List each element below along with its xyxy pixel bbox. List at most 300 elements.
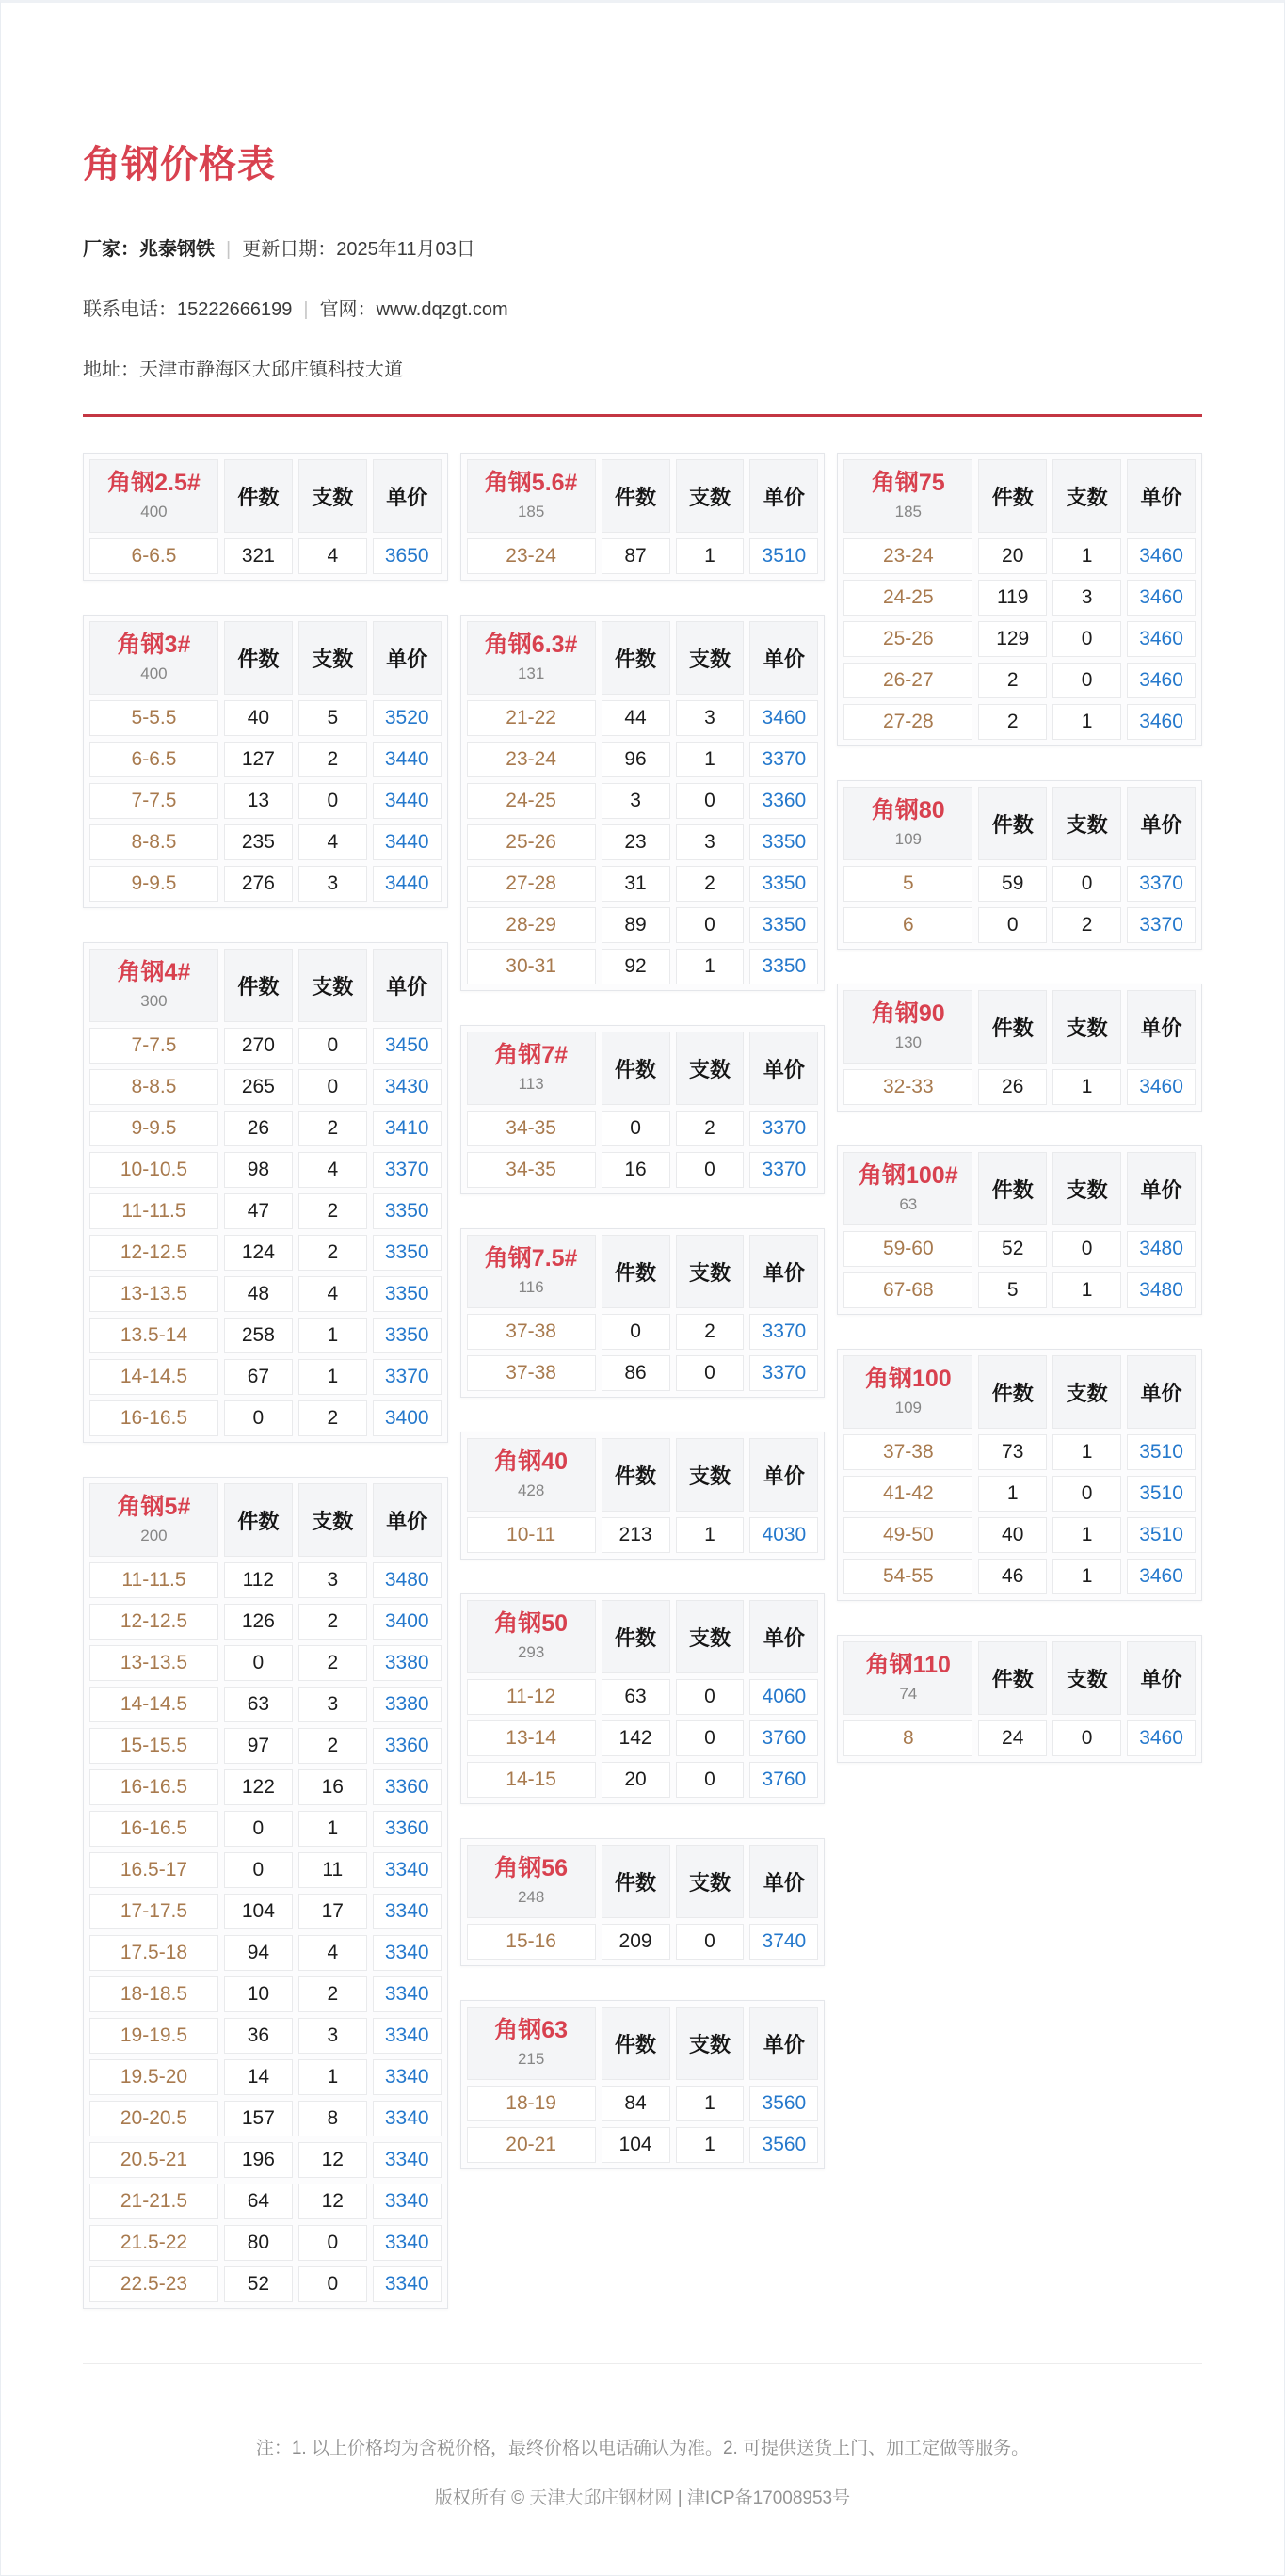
size-cell: 17.5-18	[89, 1935, 218, 1971]
product-header-cell	[467, 1600, 596, 1673]
pieces-cell: 80	[224, 2225, 293, 2261]
price-cell: 3380	[373, 1645, 442, 1681]
price-cell: 3370	[373, 1152, 442, 1188]
pieces-cell: 63	[602, 1679, 670, 1715]
bars-cell: 2	[298, 1976, 367, 2012]
bars-cell: 1	[298, 1811, 367, 1847]
bars-cell: 3	[676, 824, 745, 860]
size-cell: 19.5-20	[89, 2059, 218, 2095]
pieces-cell: 276	[224, 866, 293, 902]
col-header-pieces: 件数	[978, 787, 1047, 860]
pieces-cell: 1	[978, 1476, 1047, 1512]
pieces-cell: 157	[224, 2101, 293, 2136]
col-header-bars: 支数	[676, 2007, 745, 2080]
table-row	[89, 2018, 442, 2054]
col-header-price: 单价	[373, 1483, 442, 1557]
col-header-bars: 支数	[676, 1032, 745, 1105]
product-header-cell	[467, 1438, 596, 1512]
bars-cell: 3	[298, 1687, 367, 1722]
table-row	[89, 2266, 442, 2302]
bars-cell: 2	[298, 1604, 367, 1640]
bars-cell: 0	[1052, 663, 1121, 698]
price-cell: 3460	[1127, 538, 1196, 574]
price-cell: 3510	[749, 538, 818, 574]
meta-separator: |	[303, 299, 309, 320]
bars-cell: 0	[298, 1069, 367, 1105]
col-header-price: 单价	[749, 1438, 818, 1512]
table-header-row	[843, 459, 1196, 533]
table-row	[89, 1852, 442, 1888]
col-header-bars: 支数	[1052, 1641, 1121, 1715]
col-header-bars: 支数	[298, 949, 367, 1022]
footer-copyright: 版权所有 © 天津大邱庄钢材网 | 津ICP备17008953号	[434, 2488, 851, 2508]
table-header-row	[843, 1355, 1196, 1429]
price-table-grid	[461, 1432, 825, 1559]
product-count: 215	[517, 2049, 545, 2068]
pieces-cell: 59	[978, 866, 1047, 902]
product-header-cell	[467, 1032, 596, 1105]
bars-cell: 0	[676, 1152, 745, 1188]
table-header-row	[467, 459, 819, 533]
size-cell: 25-26	[843, 621, 972, 657]
product-name: 角钢7.5#	[484, 1245, 578, 1272]
size-cell: 25-26	[467, 824, 596, 860]
pieces-cell: 13	[224, 783, 293, 819]
pieces-cell: 126	[224, 1604, 293, 1640]
price-cell: 3560	[749, 2127, 818, 2163]
price-cell: 3350	[749, 907, 818, 943]
bars-cell: 1	[1052, 1272, 1121, 1308]
product-name: 角钢110	[865, 1652, 951, 1679]
table-row	[467, 1924, 819, 1960]
price-cell: 3460	[1127, 663, 1196, 698]
price-cell: 3460	[1127, 704, 1196, 740]
pieces-cell: 86	[602, 1355, 670, 1391]
price-cell: 3380	[373, 1687, 442, 1722]
pieces-cell: 3	[602, 783, 670, 819]
col-header-price: 单价	[373, 459, 442, 533]
meta-address-line	[83, 354, 1202, 381]
price-cell: 3510	[1127, 1434, 1196, 1470]
size-cell: 9-9.5	[89, 866, 218, 902]
product-name: 角钢63	[494, 2017, 569, 2044]
price-table	[460, 453, 826, 581]
table-column	[837, 453, 1202, 1763]
pieces-cell: 213	[602, 1517, 670, 1553]
bars-cell: 1	[676, 742, 745, 777]
price-cell: 3440	[373, 783, 442, 819]
col-header-pieces: 件数	[978, 1641, 1047, 1715]
table-row	[467, 1762, 819, 1798]
price-cell: 3460	[1127, 1720, 1196, 1756]
bars-cell: 0	[298, 2266, 367, 2302]
product-header-cell	[89, 621, 218, 695]
product-count: 109	[894, 829, 922, 848]
size-cell: 13-14	[467, 1720, 596, 1756]
col-header-pieces: 件数	[978, 1152, 1047, 1225]
size-cell: 23-24	[467, 538, 596, 574]
bars-cell: 2	[676, 1111, 745, 1146]
price-cell: 3410	[373, 1111, 442, 1146]
size-cell: 16.5-17	[89, 1852, 218, 1888]
size-cell: 15-16	[467, 1924, 596, 1960]
table-row	[467, 2127, 819, 2163]
pieces-cell: 52	[224, 2266, 293, 2302]
price-cell: 3440	[373, 742, 442, 777]
address-text: 地址：天津市静海区大邱庄镇科技大道	[83, 360, 403, 380]
product-header-cell	[843, 990, 972, 1064]
price-cell: 3350	[749, 949, 818, 984]
col-header-price: 单价	[749, 621, 818, 695]
pieces-cell: 26	[978, 1069, 1047, 1105]
table-row	[89, 538, 442, 574]
size-cell: 19-19.5	[89, 2018, 218, 2054]
pieces-cell: 31	[602, 866, 670, 902]
bars-cell: 4	[298, 824, 367, 860]
price-table	[83, 453, 448, 581]
table-row	[843, 1069, 1196, 1105]
product-name: 角钢40	[494, 1448, 569, 1476]
table-row	[89, 1069, 442, 1105]
product-count: 63	[899, 1194, 918, 1213]
price-cell: 3350	[373, 1276, 442, 1312]
bars-cell: 11	[298, 1852, 367, 1888]
size-cell: 32-33	[843, 1069, 972, 1105]
bars-cell: 1	[676, 2127, 745, 2163]
bars-cell: 4	[298, 1935, 367, 1971]
table-column	[83, 453, 448, 2309]
phone-number: 联系电话：15222666199	[83, 299, 293, 320]
product-count: 131	[517, 664, 545, 682]
pieces-cell: 235	[224, 824, 293, 860]
product-name: 角钢2.5#	[107, 470, 201, 497]
price-table	[460, 1228, 826, 1398]
bars-cell: 1	[676, 2086, 745, 2121]
table-row	[89, 1645, 442, 1681]
pieces-cell: 26	[224, 1111, 293, 1146]
col-header-pieces: 件数	[224, 621, 293, 695]
bars-cell: 2	[676, 1314, 745, 1350]
price-table-grid	[838, 1636, 1201, 1762]
price-table	[837, 984, 1202, 1112]
pieces-cell: 265	[224, 1069, 293, 1105]
product-name: 角钢100	[864, 1366, 952, 1393]
price-table-grid	[84, 454, 447, 580]
price-cell: 3370	[749, 1314, 818, 1350]
size-cell: 15-15.5	[89, 1728, 218, 1764]
product-header-cell	[843, 1152, 972, 1225]
size-cell: 6	[843, 907, 972, 943]
col-header-pieces: 件数	[224, 949, 293, 1022]
table-row	[89, 1028, 442, 1064]
size-cell: 27-28	[843, 704, 972, 740]
table-row	[843, 1517, 1196, 1553]
price-table	[837, 1145, 1202, 1315]
price-table-grid	[84, 616, 447, 907]
bars-cell: 1	[1052, 1069, 1121, 1105]
website-label: 官网：	[319, 299, 377, 320]
col-header-price: 单价	[749, 1845, 818, 1918]
price-cell: 3340	[373, 2018, 442, 2054]
product-name: 角钢80	[871, 797, 945, 824]
price-table	[460, 1432, 826, 1560]
pieces-cell: 127	[224, 742, 293, 777]
price-cell: 3340	[373, 2225, 442, 2261]
price-cell: 3340	[373, 1894, 442, 1929]
price-cell: 3460	[1127, 580, 1196, 616]
pieces-cell: 0	[224, 1645, 293, 1681]
meta-contact-line	[83, 294, 1202, 321]
size-cell: 14-14.5	[89, 1359, 218, 1395]
product-count: 293	[517, 1642, 545, 1661]
table-row	[89, 2059, 442, 2095]
size-cell: 21.5-22	[89, 2225, 218, 2261]
price-cell: 3480	[1127, 1272, 1196, 1308]
pieces-cell: 44	[602, 700, 670, 736]
col-header-pieces: 件数	[602, 1600, 670, 1673]
size-cell: 10-10.5	[89, 1152, 218, 1188]
product-name: 角钢56	[494, 1855, 569, 1882]
table-row	[89, 742, 442, 777]
price-table-grid	[84, 1478, 447, 2308]
table-row	[89, 2184, 442, 2219]
bars-cell: 1	[1052, 538, 1121, 574]
product-name: 角钢5.6#	[484, 470, 578, 497]
table-row	[89, 1935, 442, 1971]
size-cell: 13.5-14	[89, 1318, 218, 1353]
pieces-cell: 63	[224, 1687, 293, 1722]
price-table	[83, 615, 448, 908]
price-cell: 3370	[749, 1152, 818, 1188]
pieces-cell: 119	[978, 580, 1047, 616]
product-count: 74	[899, 1684, 918, 1703]
pieces-cell: 84	[602, 2086, 670, 2121]
col-header-pieces: 件数	[602, 1032, 670, 1105]
table-row	[89, 866, 442, 902]
price-table-grid	[838, 1146, 1201, 1314]
product-count: 185	[517, 502, 545, 520]
price-cell: 3350	[749, 866, 818, 902]
bars-cell: 2	[298, 1193, 367, 1229]
table-header-row	[89, 621, 442, 695]
size-cell: 24-25	[467, 783, 596, 819]
bars-cell: 2	[298, 1235, 367, 1271]
bars-cell: 0	[676, 783, 745, 819]
table-row	[843, 1559, 1196, 1594]
table-row	[467, 1679, 819, 1715]
pieces-cell: 196	[224, 2142, 293, 2178]
price-cell: 3340	[373, 1935, 442, 1971]
pieces-cell: 0	[602, 1111, 670, 1146]
pieces-cell: 92	[602, 949, 670, 984]
size-cell: 7-7.5	[89, 1028, 218, 1064]
size-cell: 23-24	[467, 742, 596, 777]
col-header-price: 单价	[749, 1235, 818, 1308]
price-table-grid	[461, 1229, 825, 1397]
bars-cell: 0	[676, 907, 745, 943]
price-cell: 3340	[373, 1852, 442, 1888]
col-header-pieces: 件数	[602, 621, 670, 695]
price-cell: 3760	[749, 1762, 818, 1798]
bars-cell: 1	[1052, 1434, 1121, 1470]
bars-cell: 12	[298, 2142, 367, 2178]
price-cell: 3650	[373, 538, 442, 574]
table-row	[843, 1476, 1196, 1512]
size-cell: 54-55	[843, 1559, 972, 1594]
bars-cell: 0	[676, 1679, 745, 1715]
pieces-cell: 73	[978, 1434, 1047, 1470]
product-name: 角钢3#	[117, 632, 191, 659]
table-header-row	[467, 621, 819, 695]
table-header-row	[89, 1483, 442, 1557]
table-row	[89, 1728, 442, 1764]
table-header-row	[843, 1641, 1196, 1715]
pieces-cell: 0	[224, 1811, 293, 1847]
col-header-pieces: 件数	[978, 990, 1047, 1064]
bars-cell: 0	[676, 1762, 745, 1798]
size-cell: 13-13.5	[89, 1276, 218, 1312]
price-cell: 3400	[373, 1604, 442, 1640]
size-cell: 14-14.5	[89, 1687, 218, 1722]
price-table	[460, 1593, 826, 1804]
table-row	[467, 783, 819, 819]
table-row	[467, 1314, 819, 1350]
product-header-cell	[843, 1355, 972, 1429]
size-cell: 7-7.5	[89, 783, 218, 819]
table-row	[89, 1400, 442, 1436]
pieces-cell: 0	[224, 1852, 293, 1888]
bars-cell: 2	[298, 1728, 367, 1764]
table-row	[467, 538, 819, 574]
size-cell: 18-19	[467, 2086, 596, 2121]
size-cell: 21-22	[467, 700, 596, 736]
table-row	[467, 1111, 819, 1146]
pieces-cell: 112	[224, 1562, 293, 1598]
table-row	[89, 1604, 442, 1640]
table-row	[89, 1235, 442, 1271]
bars-cell: 3	[1052, 580, 1121, 616]
size-cell: 37-38	[467, 1314, 596, 1350]
table-row	[89, 1193, 442, 1229]
table-row	[467, 907, 819, 943]
price-cell: 3340	[373, 2142, 442, 2178]
bars-cell: 0	[1052, 1231, 1121, 1267]
size-cell: 16-16.5	[89, 1811, 218, 1847]
size-cell: 5	[843, 866, 972, 902]
table-row	[843, 1272, 1196, 1308]
product-count: 248	[517, 1887, 545, 1906]
pieces-cell: 209	[602, 1924, 670, 1960]
col-header-bars: 支数	[298, 1483, 367, 1557]
bars-cell: 1	[676, 1517, 745, 1553]
price-cell: 3350	[749, 824, 818, 860]
table-row	[89, 1359, 442, 1395]
pieces-cell: 16	[602, 1152, 670, 1188]
col-header-pieces: 件数	[224, 1483, 293, 1557]
price-table	[837, 1635, 1202, 1763]
table-header-row	[467, 2007, 819, 2080]
bars-cell: 3	[676, 700, 745, 736]
bars-cell: 4	[298, 538, 367, 574]
price-table	[460, 1838, 826, 1966]
table-header-row	[467, 1032, 819, 1105]
pieces-cell: 96	[602, 742, 670, 777]
bars-cell: 5	[298, 700, 367, 736]
bars-cell: 1	[298, 2059, 367, 2095]
price-table-grid	[461, 454, 825, 580]
price-table	[460, 615, 826, 991]
pieces-cell: 10	[224, 1976, 293, 2012]
table-row	[89, 2142, 442, 2178]
bars-cell: 1	[298, 1359, 367, 1395]
size-cell: 28-29	[467, 907, 596, 943]
pieces-cell: 48	[224, 1276, 293, 1312]
pieces-cell: 2	[978, 663, 1047, 698]
size-cell: 41-42	[843, 1476, 972, 1512]
col-header-bars: 支数	[676, 1600, 745, 1673]
price-table-grid	[461, 1839, 825, 1965]
table-row	[843, 621, 1196, 657]
price-cell: 3460	[1127, 621, 1196, 657]
pieces-cell: 46	[978, 1559, 1047, 1594]
table-row	[89, 1111, 442, 1146]
size-cell: 14-15	[467, 1762, 596, 1798]
pieces-cell: 142	[602, 1720, 670, 1756]
price-table-grid	[838, 454, 1201, 745]
price-cell: 3350	[373, 1318, 442, 1353]
website-link[interactable]: www.dqzgt.com	[376, 299, 508, 320]
table-row	[467, 742, 819, 777]
product-name: 角钢50	[494, 1610, 569, 1638]
price-cell: 3480	[1127, 1231, 1196, 1267]
table-row	[843, 1231, 1196, 1267]
table-row	[89, 1769, 442, 1805]
product-header-cell	[467, 621, 596, 695]
table-column	[460, 453, 826, 2169]
pieces-cell: 124	[224, 1235, 293, 1271]
bars-cell: 0	[298, 783, 367, 819]
product-name: 角钢4#	[117, 959, 191, 986]
pieces-cell: 0	[602, 1314, 670, 1350]
pieces-cell: 270	[224, 1028, 293, 1064]
pieces-cell: 20	[978, 538, 1047, 574]
col-header-bars: 支数	[676, 1235, 745, 1308]
price-cell: 3370	[1127, 866, 1196, 902]
size-cell: 34-35	[467, 1152, 596, 1188]
bars-cell: 4	[298, 1152, 367, 1188]
table-row	[467, 866, 819, 902]
size-cell: 30-31	[467, 949, 596, 984]
pieces-cell: 14	[224, 2059, 293, 2095]
pieces-cell: 98	[224, 1152, 293, 1188]
pieces-cell: 258	[224, 1318, 293, 1353]
table-row	[89, 783, 442, 819]
product-header-cell	[467, 1235, 596, 1308]
col-header-price: 单价	[749, 1032, 818, 1105]
product-count: 400	[140, 502, 168, 520]
price-table	[837, 1349, 1202, 1601]
size-cell: 49-50	[843, 1517, 972, 1553]
price-cell: 3340	[373, 2184, 442, 2219]
product-header-cell	[843, 787, 972, 860]
size-cell: 16-16.5	[89, 1769, 218, 1805]
col-header-bars: 支数	[676, 1438, 745, 1512]
table-row	[467, 1152, 819, 1188]
table-row	[89, 1318, 442, 1353]
col-header-bars: 支数	[1052, 459, 1121, 533]
price-cell: 3560	[749, 2086, 818, 2121]
table-row	[89, 1894, 442, 1929]
